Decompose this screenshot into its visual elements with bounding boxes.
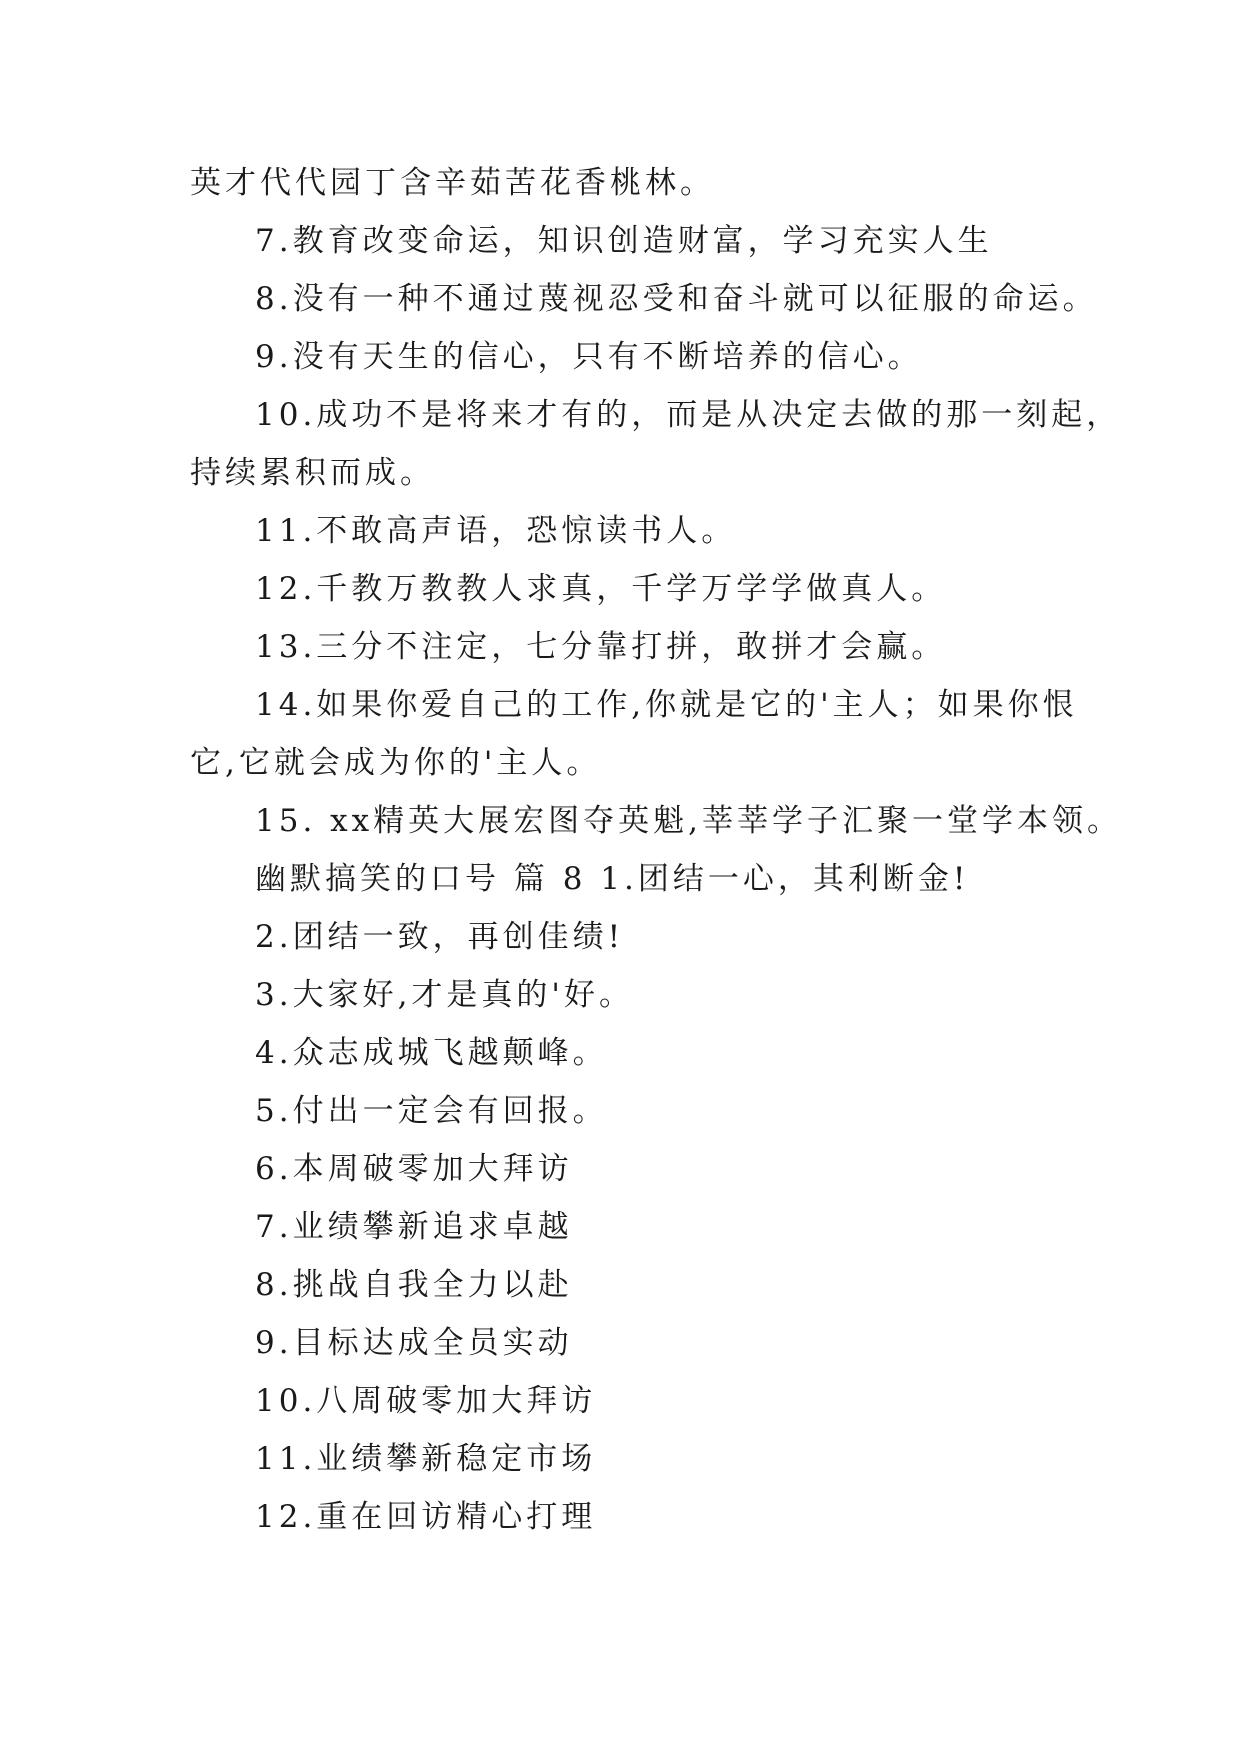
slogan-item-6: 6.本周破零加大拜访 [255, 1151, 573, 1187]
text-line-item-10-cont: 持续累积而成。 [190, 455, 435, 491]
text-line-continuation: 英才代代园丁含辛茹苦花香桃林。 [190, 165, 715, 201]
slogan-item-7: 7.业绩攀新追求卓越 [255, 1209, 573, 1245]
slogan-item-8: 8.挑战自我全力以赴 [255, 1267, 573, 1303]
slogan-item-10: 10.八周破零加大拜访 [255, 1383, 597, 1419]
slogan-item-12: 12.重在回访精心打理 [255, 1499, 597, 1535]
text-line-item-12: 12.千教万教教人求真，千学万学学做真人。 [255, 571, 947, 607]
slogan-item-5: 5.付出一定会有回报。 [255, 1093, 608, 1129]
slogan-item-4: 4.众志成城飞越颠峰。 [255, 1035, 608, 1071]
slogan-item-2: 2.团结一致，再创佳绩! [255, 919, 625, 955]
text-line-item-14: 14.如果你爱自己的工作,你就是它的'主人；如果你恨 [255, 687, 1078, 723]
slogan-item-11: 11.业绩攀新稳定市场 [255, 1441, 597, 1477]
text-line-item-15: 15. xx精英大展宏图夺英魁,莘莘学子汇聚一堂学本领。 [255, 803, 1122, 839]
text-line-item-10: 10.成功不是将来才有的，而是从决定去做的那一刻起， [255, 397, 1122, 433]
section-heading-line: 幽默搞笑的口号 篇 8 1.团结一心，其利断金! [255, 861, 970, 897]
slogan-item-3: 3.大家好,才是真的'好。 [255, 977, 634, 1013]
text-line-item-11: 11.不敢高声语，恐惊读书人。 [255, 513, 737, 549]
text-line-item-14-cont: 它,它就会成为你的'主人。 [190, 745, 602, 781]
slogan-item-9: 9.目标达成全员实动 [255, 1325, 573, 1361]
text-line-item-8: 8.没有一种不通过蔑视忍受和奋斗就可以征服的命运。 [255, 281, 1098, 317]
text-line-item-9: 9.没有天生的信心，只有不断培养的信心。 [255, 339, 923, 375]
text-line-item-13: 13.三分不注定，七分靠打拼，敢拼才会赢。 [255, 629, 947, 665]
text-line-item-7: 7.教育改变命运，知识创造财富，学习充实人生 [255, 223, 993, 259]
